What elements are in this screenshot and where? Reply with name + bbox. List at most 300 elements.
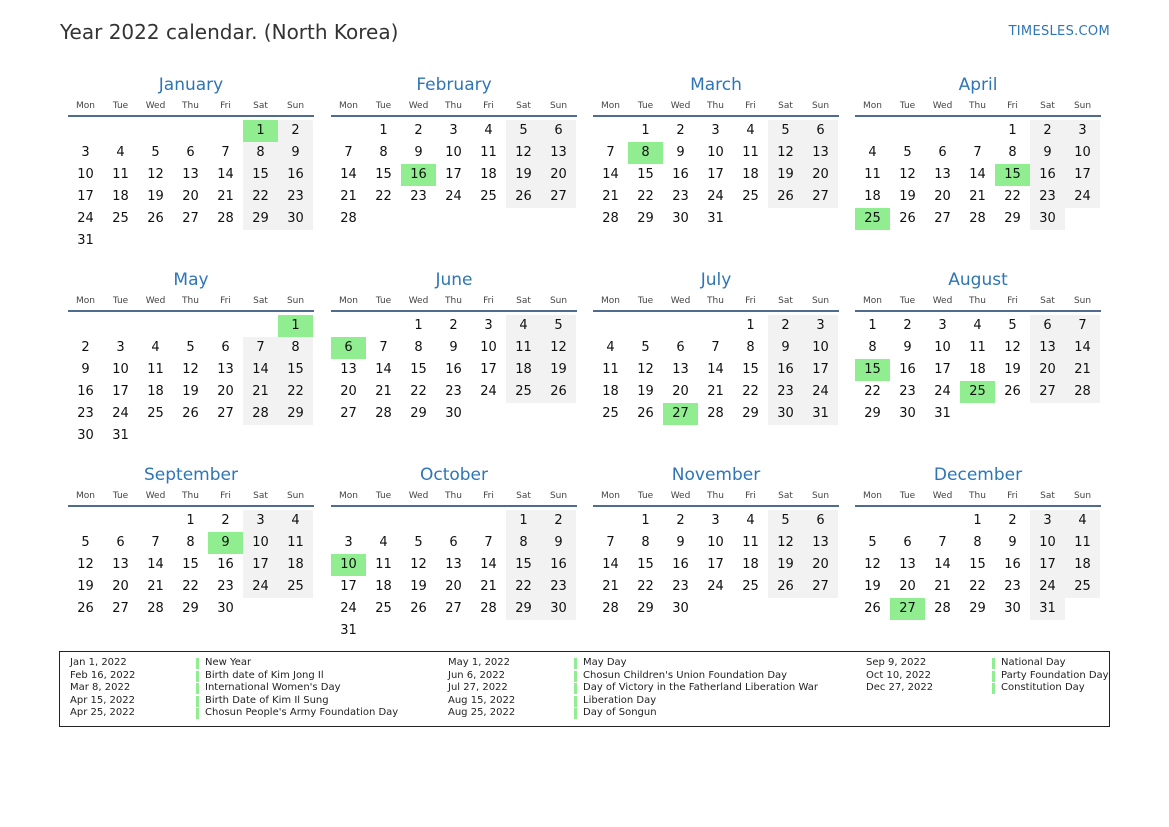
day-cell: 1 <box>641 123 650 138</box>
day-cell: 8 <box>1008 145 1017 160</box>
day-cell: 14 <box>147 557 164 572</box>
weekday-label: Tue <box>637 296 654 306</box>
day-cell: 17 <box>340 579 357 594</box>
day-cell: 8 <box>746 340 755 355</box>
day-cell: 21 <box>147 579 164 594</box>
weekday-header <box>331 97 577 117</box>
weekday-label: Wed <box>670 491 691 501</box>
day-cell: 9 <box>278 142 313 164</box>
weekday-label: Mon <box>863 101 882 111</box>
weekday-label: Thu <box>182 491 199 501</box>
day-cell: 9 <box>449 340 458 355</box>
weekday-label: Sun <box>549 101 568 111</box>
legend-column-3 <box>866 657 1109 695</box>
weekday-label: Thu <box>969 491 986 501</box>
weekday-label: Wed <box>145 296 166 306</box>
weekday-header <box>593 487 839 507</box>
day-cell: 4 <box>506 315 541 337</box>
day-cell: 31 <box>1030 598 1065 620</box>
weekday-label: Sun <box>549 296 568 306</box>
day-cell: 1 <box>746 318 755 333</box>
weekday-label: Mon <box>863 491 882 501</box>
day-cell: 17 <box>934 362 951 377</box>
holiday-day-cell: 1 <box>278 315 313 337</box>
day-cell: 16 <box>768 359 803 381</box>
day-grid <box>68 312 314 444</box>
day-cell: 3 <box>1065 120 1100 142</box>
weekday-label: Tue <box>899 101 916 111</box>
holiday-day-cell: 15 <box>995 164 1030 186</box>
weekday-label: Thu <box>707 101 724 111</box>
day-cell: 19 <box>768 164 803 186</box>
day-cell: 20 <box>899 579 916 594</box>
day-cell: 13 <box>899 557 916 572</box>
holiday-date: Sep 9, 2022 <box>866 657 927 668</box>
day-cell: 15 <box>637 557 654 572</box>
weekday-label: Fri <box>745 101 756 111</box>
month-december <box>855 463 1101 639</box>
day-cell: 5 <box>1008 318 1017 333</box>
month-name: August <box>948 270 1008 290</box>
day-cell: 16 <box>541 554 576 576</box>
day-cell: 6 <box>449 535 458 550</box>
day-cell: 22 <box>243 186 278 208</box>
day-cell: 28 <box>243 403 278 425</box>
day-cell: 23 <box>410 189 427 204</box>
day-cell: 26 <box>637 406 654 421</box>
day-cell: 14 <box>602 167 619 182</box>
weekday-header <box>68 292 314 312</box>
weekday-label: Sun <box>286 296 305 306</box>
legend-item <box>70 707 398 720</box>
day-cell: 14 <box>243 359 278 381</box>
day-cell: 27 <box>217 406 234 421</box>
day-cell: 29 <box>182 601 199 616</box>
holiday-color-marker <box>196 671 199 682</box>
day-cell: 20 <box>934 189 951 204</box>
holiday-day-cell: 25 <box>855 208 890 230</box>
weekday-label: Sat <box>1040 296 1055 306</box>
day-cell: 12 <box>768 142 803 164</box>
day-cell: 11 <box>969 340 986 355</box>
day-cell: 19 <box>899 189 916 204</box>
day-cell: 8 <box>973 535 982 550</box>
day-cell: 15 <box>742 362 759 377</box>
day-cell: 7 <box>221 145 230 160</box>
day-cell: 6 <box>116 535 125 550</box>
day-grid <box>331 117 577 249</box>
day-cell: 1 <box>973 513 982 528</box>
month-november <box>593 463 839 639</box>
day-cell: 14 <box>969 167 986 182</box>
day-cell: 28 <box>340 211 357 226</box>
holiday-color-marker <box>196 683 199 694</box>
day-grid <box>593 312 839 444</box>
day-cell: 1 <box>506 510 541 532</box>
day-cell: 8 <box>243 142 278 164</box>
holiday-day-cell: 10 <box>331 554 366 576</box>
day-cell: 9 <box>541 532 576 554</box>
day-cell: 2 <box>414 123 423 138</box>
day-cell: 13 <box>112 557 129 572</box>
weekday-label: Wed <box>408 491 429 501</box>
month-name: July <box>700 270 732 290</box>
month-october <box>331 463 577 639</box>
weekday-label: Sun <box>286 491 305 501</box>
day-cell: 5 <box>903 145 912 160</box>
holiday-date: Mar 8, 2022 <box>70 682 131 693</box>
weekday-label: Sun <box>286 101 305 111</box>
day-cell: 5 <box>641 340 650 355</box>
weekday-header <box>68 97 314 117</box>
day-cell: 12 <box>864 557 881 572</box>
day-cell: 5 <box>768 510 803 532</box>
holiday-date: May 1, 2022 <box>448 657 511 668</box>
day-cell: 5 <box>768 120 803 142</box>
day-cell: 26 <box>541 381 576 403</box>
day-cell: 24 <box>480 384 497 399</box>
day-cell: 14 <box>375 362 392 377</box>
holiday-name: Party Foundation Day <box>1001 669 1109 681</box>
weekday-label: Sat <box>516 101 531 111</box>
month-march <box>593 73 839 249</box>
day-cell: 6 <box>541 120 576 142</box>
weekday-label: Thu <box>707 296 724 306</box>
weekday-label: Thu <box>445 491 462 501</box>
day-cell: 24 <box>340 601 357 616</box>
day-cell: 7 <box>606 145 615 160</box>
weekday-label: Sat <box>1040 491 1055 501</box>
day-cell: 20 <box>340 384 357 399</box>
holiday-name: New Year <box>205 657 252 668</box>
day-cell: 27 <box>934 211 951 226</box>
day-cell: 26 <box>768 576 803 598</box>
day-cell: 11 <box>742 145 759 160</box>
day-cell: 8 <box>414 340 423 355</box>
day-cell: 7 <box>938 535 947 550</box>
day-cell: 5 <box>81 535 90 550</box>
day-cell: 18 <box>602 384 619 399</box>
day-cell: 27 <box>803 576 838 598</box>
day-cell: 9 <box>1008 535 1017 550</box>
day-cell: 2 <box>1008 513 1017 528</box>
legend-column-2 <box>448 657 818 720</box>
day-cell: 26 <box>410 601 427 616</box>
day-cell: 25 <box>480 189 497 204</box>
day-cell: 22 <box>375 189 392 204</box>
holiday-name: Chosun Children's Union Foundation Day <box>583 669 788 681</box>
day-cell: 15 <box>243 164 278 186</box>
weekday-label: Thu <box>182 296 199 306</box>
day-cell: 11 <box>864 167 881 182</box>
day-cell: 17 <box>243 554 278 576</box>
day-grid <box>855 312 1101 444</box>
day-cell: 17 <box>480 362 497 377</box>
day-cell: 7 <box>1065 315 1100 337</box>
day-grid <box>331 312 577 444</box>
holiday-name: International Women's Day <box>205 682 341 693</box>
holiday-date: Jul 27, 2022 <box>448 682 508 693</box>
day-cell: 12 <box>541 337 576 359</box>
holiday-date: Apr 15, 2022 <box>70 694 136 706</box>
day-cell: 20 <box>112 579 129 594</box>
day-cell: 6 <box>803 510 838 532</box>
holiday-name: National Day <box>1001 657 1066 668</box>
day-cell: 16 <box>1030 164 1065 186</box>
holiday-name: Day of Victory in the Fatherland Liberation War <box>583 682 818 693</box>
day-cell: 16 <box>217 557 234 572</box>
weekday-label: Sat <box>778 101 793 111</box>
day-grid <box>855 507 1101 639</box>
legend-item <box>70 682 398 695</box>
holiday-color-marker <box>992 671 995 682</box>
day-cell: 23 <box>278 186 313 208</box>
weekday-label: Wed <box>932 491 953 501</box>
day-cell: 4 <box>746 513 755 528</box>
weekday-label: Fri <box>220 296 231 306</box>
day-cell: 16 <box>77 384 94 399</box>
weekday-label: Mon <box>601 101 620 111</box>
day-grid <box>68 507 314 639</box>
day-cell: 14 <box>217 167 234 182</box>
day-cell: 20 <box>1030 359 1065 381</box>
day-cell: 15 <box>278 359 313 381</box>
weekday-label: Fri <box>220 491 231 501</box>
day-cell: 7 <box>973 145 982 160</box>
month-name: January <box>158 75 224 95</box>
day-cell: 12 <box>410 557 427 572</box>
day-cell: 26 <box>768 186 803 208</box>
weekday-label: Sun <box>811 101 830 111</box>
holiday-color-marker <box>574 658 577 669</box>
holiday-name: Constitution Day <box>1001 682 1085 693</box>
day-cell: 18 <box>112 189 129 204</box>
day-cell: 1 <box>868 318 877 333</box>
day-cell: 20 <box>217 384 234 399</box>
day-cell: 19 <box>410 579 427 594</box>
day-cell: 3 <box>803 315 838 337</box>
day-cell: 25 <box>375 601 392 616</box>
weekday-label: Thu <box>445 296 462 306</box>
holiday-color-marker <box>196 708 199 719</box>
month-name: February <box>416 75 492 95</box>
day-cell: 2 <box>449 318 458 333</box>
day-cell: 18 <box>864 189 881 204</box>
day-cell: 10 <box>934 340 951 355</box>
day-cell: 12 <box>147 167 164 182</box>
day-cell: 21 <box>602 189 619 204</box>
day-cell: 4 <box>606 340 615 355</box>
day-cell: 28 <box>969 211 986 226</box>
holiday-color-marker <box>574 683 577 694</box>
day-cell: 3 <box>711 513 720 528</box>
holiday-color-marker <box>992 683 995 694</box>
weekday-label: Mon <box>601 296 620 306</box>
day-cell: 21 <box>1065 359 1100 381</box>
day-cell: 21 <box>934 579 951 594</box>
holiday-color-marker <box>574 696 577 707</box>
weekday-label: Sat <box>253 491 268 501</box>
day-cell: 16 <box>1004 557 1021 572</box>
day-cell: 17 <box>445 167 462 182</box>
holiday-date: Oct 10, 2022 <box>866 669 931 681</box>
day-cell: 16 <box>278 164 313 186</box>
day-cell: 13 <box>803 532 838 554</box>
holiday-date: Jun 6, 2022 <box>448 669 505 681</box>
day-cell: 28 <box>934 601 951 616</box>
day-cell: 10 <box>707 145 724 160</box>
day-cell: 8 <box>506 532 541 554</box>
day-cell: 18 <box>375 579 392 594</box>
month-name: April <box>958 75 998 95</box>
day-cell: 12 <box>899 167 916 182</box>
day-cell: 31 <box>77 233 94 248</box>
day-cell: 2 <box>541 510 576 532</box>
day-cell: 7 <box>484 535 493 550</box>
weekday-label: Tue <box>375 491 392 501</box>
day-cell: 19 <box>147 189 164 204</box>
holiday-name: Liberation Day <box>583 694 657 706</box>
day-cell: 9 <box>676 535 685 550</box>
holiday-name: Birth Date of Kim Il Sung <box>205 694 329 706</box>
weekday-label: Thu <box>182 101 199 111</box>
brand-link[interactable]: TIMESLES.COM <box>1008 24 1110 39</box>
holiday-color-marker <box>992 658 995 669</box>
weekday-label: Sat <box>516 491 531 501</box>
weekday-header <box>68 487 314 507</box>
day-cell: 23 <box>541 576 576 598</box>
day-cell: 17 <box>112 384 129 399</box>
day-cell: 8 <box>186 535 195 550</box>
day-cell: 29 <box>1004 211 1021 226</box>
day-cell: 19 <box>182 384 199 399</box>
day-cell: 1 <box>414 318 423 333</box>
weekday-header <box>855 292 1101 312</box>
holiday-day-cell: 6 <box>331 337 366 359</box>
day-cell: 3 <box>1030 510 1065 532</box>
day-cell: 14 <box>480 557 497 572</box>
legend-item <box>448 682 818 695</box>
day-cell: 24 <box>707 579 724 594</box>
day-cell: 7 <box>711 340 720 355</box>
day-cell: 30 <box>1004 601 1021 616</box>
day-cell: 9 <box>676 145 685 160</box>
day-cell: 22 <box>410 384 427 399</box>
day-cell: 30 <box>77 428 94 443</box>
holiday-day-cell: 9 <box>208 532 243 554</box>
day-cell: 6 <box>676 340 685 355</box>
weekday-label: Tue <box>375 296 392 306</box>
legend-item <box>70 670 398 683</box>
day-cell: 30 <box>541 598 576 620</box>
day-cell: 27 <box>541 186 576 208</box>
legend-item <box>866 682 1109 695</box>
weekday-header <box>593 292 839 312</box>
day-cell: 23 <box>1004 579 1021 594</box>
holiday-day-cell: 1 <box>243 120 278 142</box>
day-cell: 15 <box>506 554 541 576</box>
day-cell: 14 <box>1065 337 1100 359</box>
month-august <box>855 268 1101 444</box>
day-cell: 18 <box>480 167 497 182</box>
holiday-name: Day of Songun <box>583 707 657 718</box>
day-cell: 5 <box>506 120 541 142</box>
day-cell: 11 <box>1065 532 1100 554</box>
day-cell: 5 <box>151 145 160 160</box>
holiday-day-cell: 8 <box>628 142 663 164</box>
day-cell: 17 <box>1065 164 1100 186</box>
weekday-label: Tue <box>112 101 129 111</box>
day-cell: 21 <box>243 381 278 403</box>
day-cell: 23 <box>899 384 916 399</box>
day-cell: 6 <box>903 535 912 550</box>
day-cell: 11 <box>147 362 164 377</box>
weekday-label: Sun <box>1073 491 1092 501</box>
weekday-label: Fri <box>1007 296 1018 306</box>
day-cell: 13 <box>340 362 357 377</box>
day-cell: 24 <box>707 189 724 204</box>
weekday-label: Sat <box>778 491 793 501</box>
holiday-color-marker <box>574 708 577 719</box>
holiday-day-cell: 16 <box>401 164 436 186</box>
weekday-label: Fri <box>483 296 494 306</box>
day-cell: 12 <box>182 362 199 377</box>
weekday-label: Tue <box>112 491 129 501</box>
day-cell: 18 <box>742 557 759 572</box>
month-name: May <box>173 270 209 290</box>
day-cell: 8 <box>379 145 388 160</box>
holiday-color-marker <box>196 658 199 669</box>
day-cell: 4 <box>746 123 755 138</box>
day-cell: 24 <box>112 406 129 421</box>
day-cell: 18 <box>969 362 986 377</box>
legend-item <box>448 657 818 670</box>
day-cell: 18 <box>147 384 164 399</box>
day-cell: 10 <box>707 535 724 550</box>
month-january <box>68 73 314 249</box>
day-grid <box>855 117 1101 249</box>
day-cell: 2 <box>903 318 912 333</box>
day-cell: 7 <box>151 535 160 550</box>
day-cell: 16 <box>445 362 462 377</box>
month-may <box>68 268 314 444</box>
day-cell: 30 <box>445 406 462 421</box>
day-cell: 18 <box>1065 554 1100 576</box>
day-cell: 10 <box>112 362 129 377</box>
month-february <box>331 73 577 249</box>
day-cell: 4 <box>379 535 388 550</box>
day-cell: 10 <box>803 337 838 359</box>
day-grid <box>593 507 839 639</box>
day-cell: 21 <box>707 384 724 399</box>
day-cell: 24 <box>934 384 951 399</box>
holiday-date: Jan 1, 2022 <box>70 657 127 668</box>
legend-item <box>70 657 398 670</box>
day-cell: 20 <box>445 579 462 594</box>
day-cell: 26 <box>182 406 199 421</box>
day-cell: 14 <box>340 167 357 182</box>
day-cell: 14 <box>707 362 724 377</box>
weekday-label: Wed <box>408 101 429 111</box>
day-cell: 15 <box>637 167 654 182</box>
day-cell: 2 <box>278 120 313 142</box>
day-cell: 30 <box>672 601 689 616</box>
holiday-date: Dec 27, 2022 <box>866 682 934 693</box>
day-cell: 3 <box>449 123 458 138</box>
day-cell: 29 <box>506 598 541 620</box>
day-cell: 1 <box>641 513 650 528</box>
weekday-label: Fri <box>220 101 231 111</box>
